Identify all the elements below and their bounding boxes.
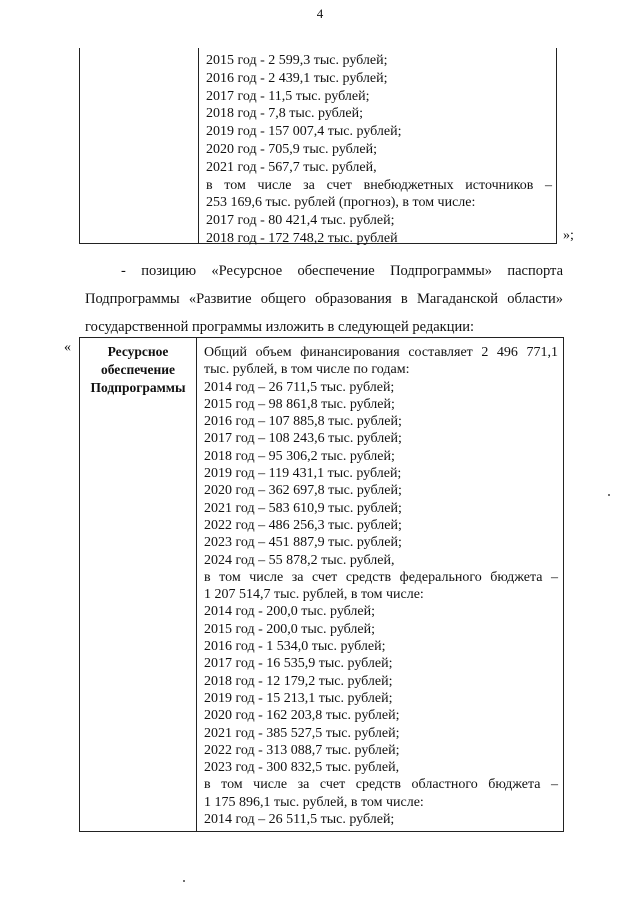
table-line: 2017 год - 16 535,9 тыс. рублей; xyxy=(204,656,393,672)
label-line: обеспечение xyxy=(100,362,176,377)
table-line: 2021 год – 583 610,9 тыс. рублей; xyxy=(204,500,402,516)
table-column-divider xyxy=(198,48,199,243)
table-line: 2018 год – 95 306,2 тыс. рублей; xyxy=(204,448,395,464)
table-line: 2014 год - 200,0 тыс. рублей; xyxy=(204,604,376,620)
table-line: 2016 год - 1 534,0 тыс. рублей; xyxy=(204,639,386,655)
table-line: 2023 год – 451 887,9 тыс. рублей; xyxy=(204,535,402,551)
table-line: 2015 год – 98 861,8 тыс. рублей; xyxy=(204,396,395,412)
resource-values-cell xyxy=(204,344,558,828)
continuation-table xyxy=(79,48,557,244)
table-line: 2016 год – 107 885,8 тыс. рублей; xyxy=(204,414,402,430)
scan-speck xyxy=(608,494,610,496)
paragraph-line: Подпрограммы «Развитие общего образования в Магаданской области» xyxy=(85,291,563,307)
table-line: 2021 год - 385 527,5 тыс. рублей; xyxy=(204,725,400,741)
table-line: в том числе за счет внебюджетных источников – xyxy=(206,177,552,193)
table-line: 2022 год - 313 088,7 тыс. рублей; xyxy=(204,742,400,758)
opening-quote: « xyxy=(64,340,71,355)
table-line: 2021 год - 567,7 тыс. рублей, xyxy=(206,159,377,175)
table-line: 2018 год - 172 748,2 тыс. рублей xyxy=(206,230,398,246)
table-line: Общий объем финансирования составляет 2 496 771,1 xyxy=(204,345,558,360)
table-line: 1 207 514,7 тыс. рублей, в том числе: xyxy=(204,587,424,603)
table-line: в том числе за счет средств федерального бюджета – xyxy=(204,569,558,585)
table-line: 2017 год – 108 243,6 тыс. рублей; xyxy=(204,431,402,447)
table-line: 2018 год - 12 179,2 тыс. рублей; xyxy=(204,673,393,689)
paragraph-line: - позицию «Ресурсное обеспечение Подпрограммы» паспорта xyxy=(121,263,563,279)
label-line: Подпрограммы xyxy=(90,380,186,395)
instruction-paragraph xyxy=(85,257,563,341)
table-line: 2014 год – 26 711,5 тыс. рублей; xyxy=(204,379,395,395)
table-line: 2015 год - 2 599,3 тыс. рублей; xyxy=(206,53,388,68)
table-column-divider xyxy=(196,338,197,831)
table-line: 2017 год - 80 421,4 тыс. рублей; xyxy=(206,213,395,229)
table-line: тыс. рублей, в том числе по годам: xyxy=(204,362,410,378)
table-line: 2020 год - 705,9 тыс. рублей; xyxy=(206,141,378,157)
table-line: 2024 год – 55 878,2 тыс. рублей, xyxy=(204,552,395,568)
table-line: 2019 год - 15 213,1 тыс. рублей; xyxy=(204,690,393,706)
table-line: 253 169,6 тыс. рублей (прогноз), в том числе: xyxy=(206,195,476,211)
continuation-table-values xyxy=(206,52,552,248)
closing-quote: »; xyxy=(563,228,574,243)
table-line: 2018 год - 7,8 тыс. рублей; xyxy=(206,106,364,122)
table-line: 2022 год – 486 256,3 тыс. рублей; xyxy=(204,517,402,533)
label-line: Ресурсное xyxy=(107,344,169,359)
table-line: 2014 год – 26 511,5 тыс. рублей; xyxy=(204,812,395,828)
table-line: 2017 год - 11,5 тыс. рублей; xyxy=(206,88,370,104)
page-number: 4 xyxy=(316,6,324,21)
table-line: 2015 год - 200,0 тыс. рублей; xyxy=(204,621,376,637)
resource-table xyxy=(79,337,564,832)
table-line: 2019 год – 119 431,1 тыс. рублей; xyxy=(204,466,402,482)
paragraph-line: государственной программы изложить в следующей редакции: xyxy=(85,319,475,335)
table-line: 2023 год - 300 832,5 тыс. рублей, xyxy=(204,760,400,776)
table-line: в том числе за счет средств областного бюджета – xyxy=(204,777,558,793)
scan-speck xyxy=(183,880,185,882)
table-line: 2019 год - 157 007,4 тыс. рублей; xyxy=(206,124,402,140)
table-line: 2020 год - 162 203,8 тыс. рублей; xyxy=(204,708,400,724)
table-line: 2020 год – 362 697,8 тыс. рублей; xyxy=(204,483,402,499)
table-line: 1 175 896,1 тыс. рублей, в том числе: xyxy=(204,794,424,810)
table-line: 2016 год - 2 439,1 тыс. рублей; xyxy=(206,70,388,86)
resource-label-cell xyxy=(80,343,196,397)
